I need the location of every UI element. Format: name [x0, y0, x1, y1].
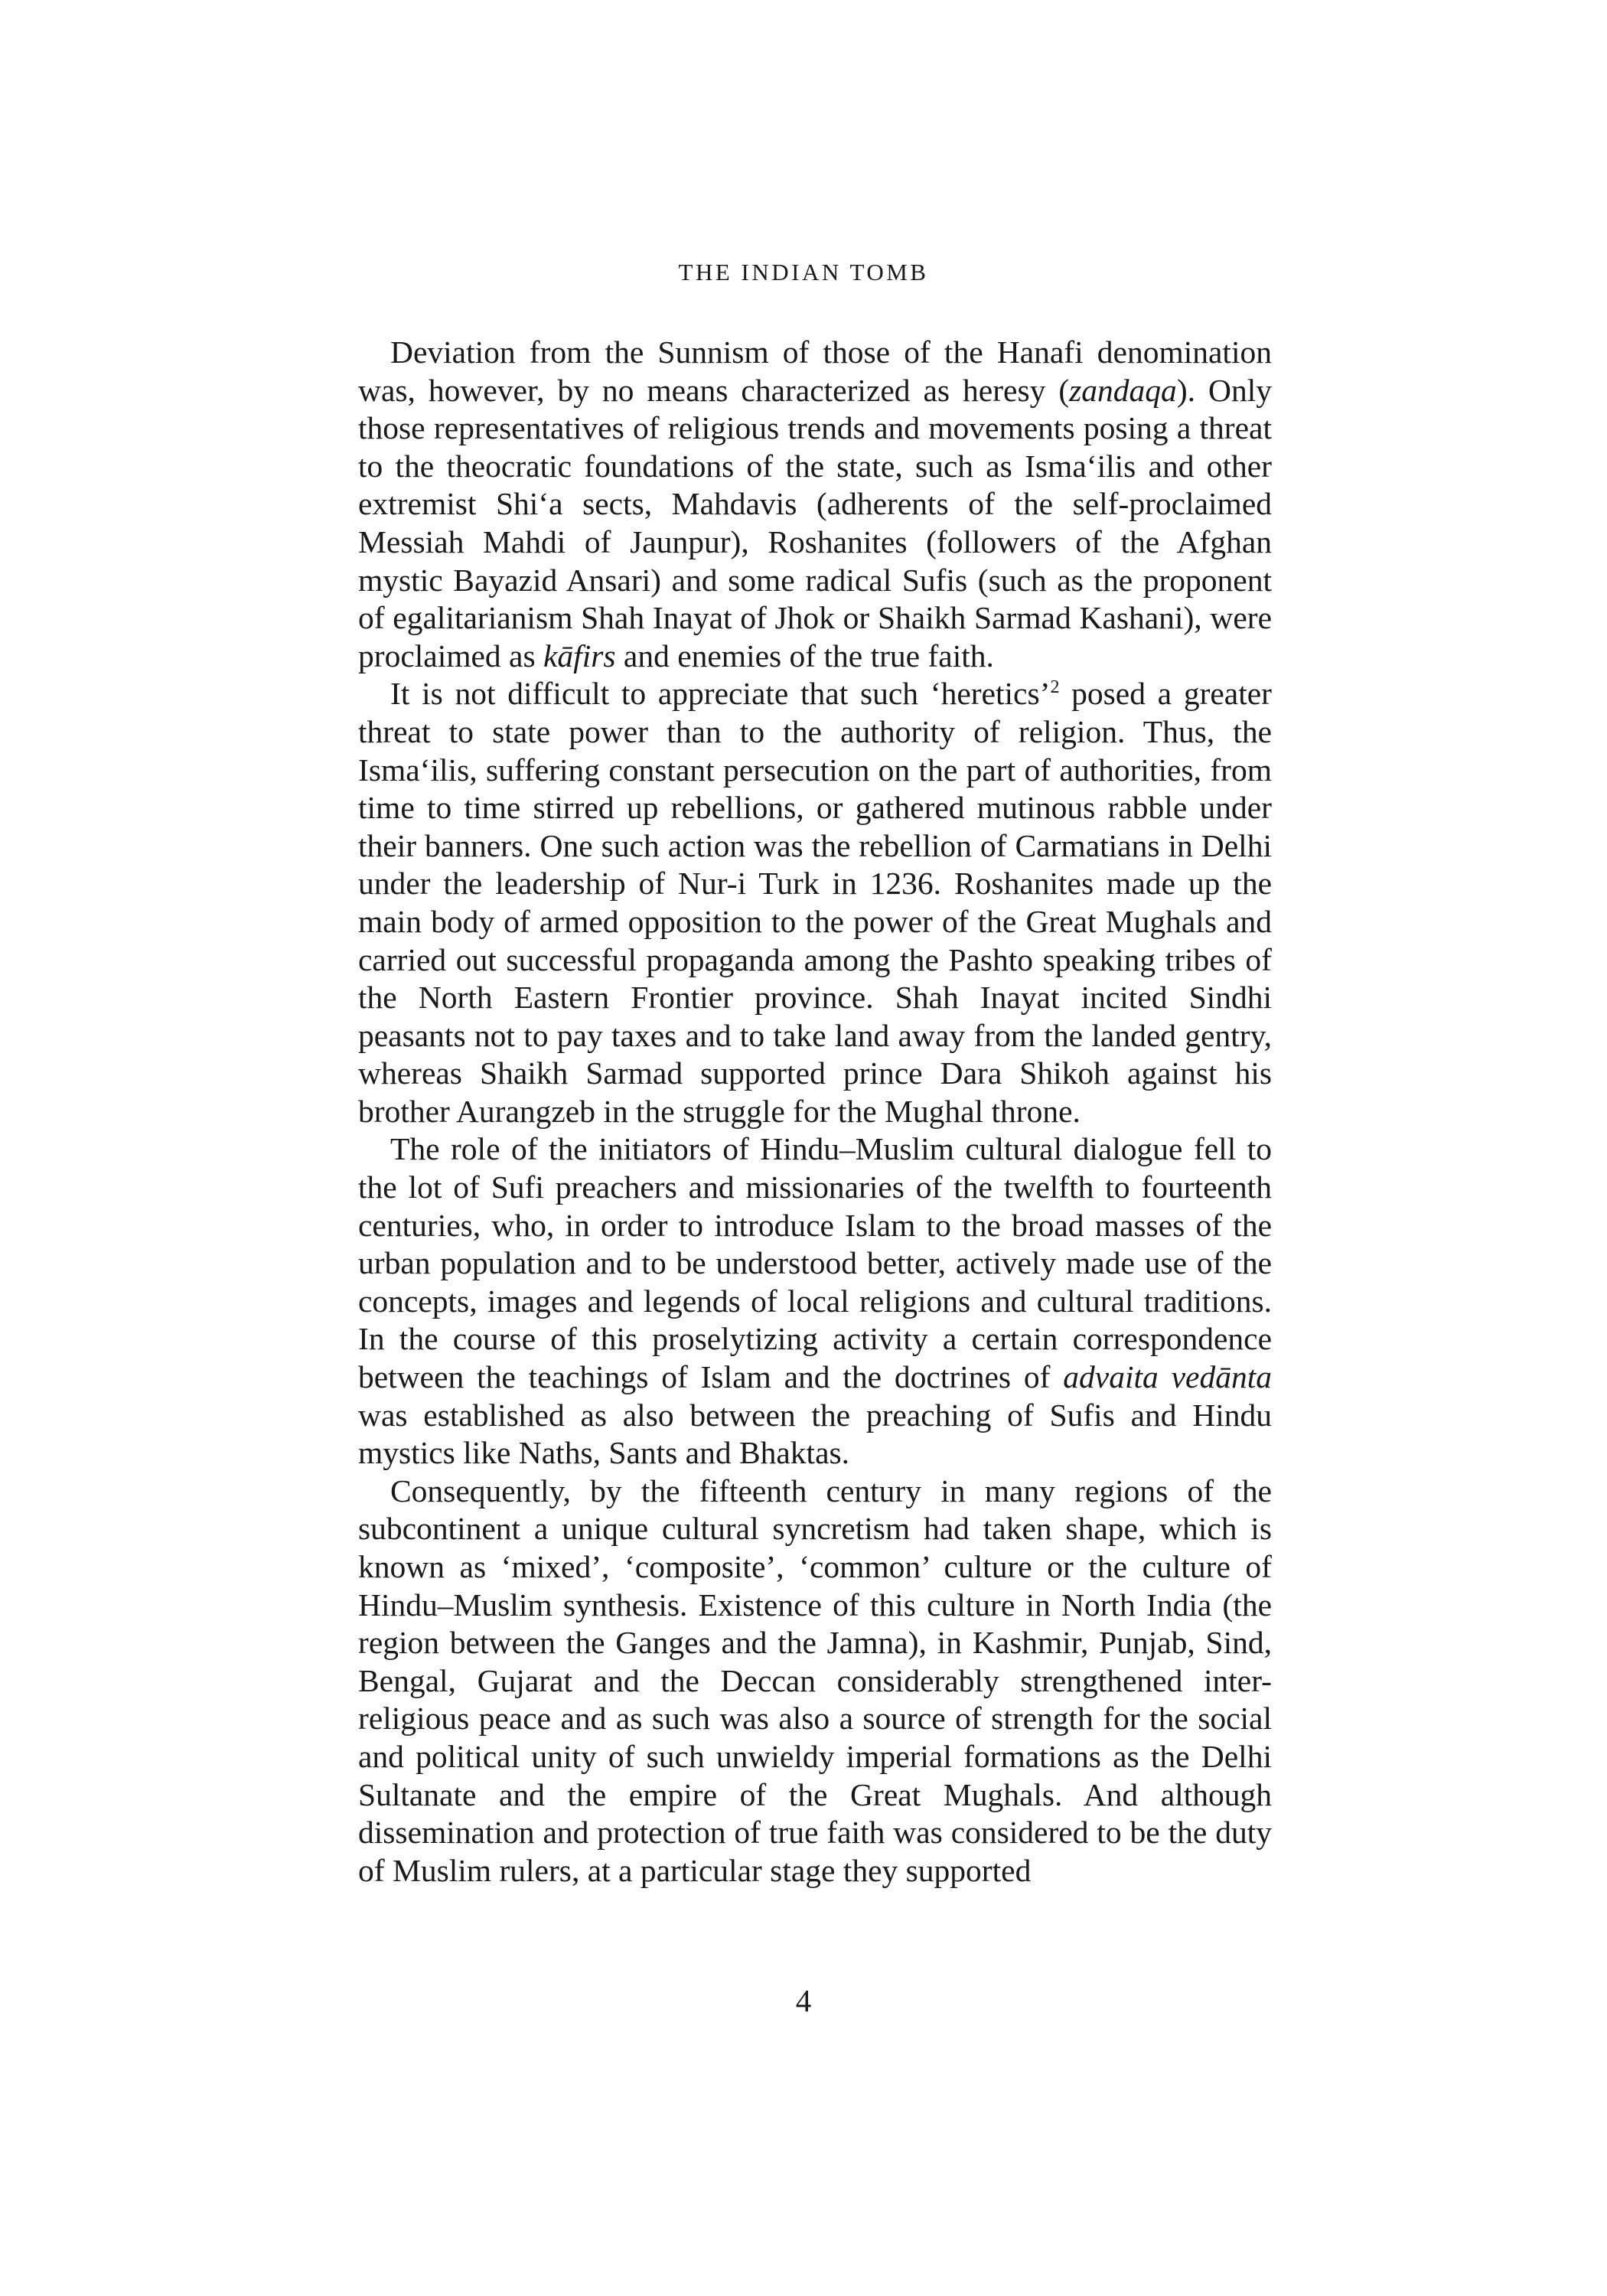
- paragraph-2-text-b: posed a greater threat to state power than to the authority of religion. Thus, the Isma‘ilis, suffering constant persecution on the part of authorities, from time to time stirred up rebellions, or gathered mutinous rabble under their banners. One such action was the rebellion of Carmatians in Delhi under the leadership of Nur-i Turk in 1236. Roshanites made up the main body of armed opposition to the power of the Great Mughals and carried out successful propaganda among the Pashto speaking tribes of the North Eastern Frontier province. Shah Inayat incited Sindhi peasants not to pay taxes and to take land away from the landed gentry, whereas Shaikh Sarmad supported prince Dara Shikoh against his brother Aurangzeb in the struggle for the Mughal throne.: [358, 676, 1272, 1129]
- paragraph-1: [358, 334, 1272, 675]
- italic-term-zandaqa: zandaqa: [1069, 372, 1177, 408]
- paragraph-1-text-b: ). Only those representatives of religious trends and movements posing a threat to the theocratic foundations of the state, such as Isma‘ilis and other extremist Shi‘a sects, Mahdavis (adherents of the self-proclaimed Messiah Mahdi of Jaunpur), Roshanites (followers of the Afghan mystic Bayazid Ansari) and some radical Sufis (such as the proponent of egalitarianism Shah Inayat of Jhok or Shaikh Sarmad Kashani), were proclaimed as: [358, 372, 1272, 673]
- paragraph-2-text-a: It is not difficult to appreciate that such ‘heretics’: [390, 676, 1051, 712]
- paragraph-3-text-b: was established as also between the preaching of Sufis and Hindu mystics like Naths, Sants and Bhaktas.: [358, 1397, 1272, 1471]
- page-number: 4: [795, 1983, 812, 2018]
- paragraph-1-text-c: and enemies of the true faith.: [615, 638, 994, 673]
- footnote-marker: 2: [1050, 677, 1060, 698]
- paragraph-3: [358, 1130, 1272, 1472]
- running-head: THE INDIAN TOMB: [678, 259, 929, 285]
- paragraph-3-text-a: The role of the initiators of Hindu–Muslim cultural dialogue fell to the lot of Sufi preachers and missionaries of the twelfth to fourteenth centuries, who, in order to introduce Islam to the broad masses of the urban population and to be understood better, actively made use of the concepts, images and legends of local religions and cultural traditions. In the course of this proselytizing activity a certain correspondence between the teachings of Islam and the doctrines of: [358, 1131, 1272, 1395]
- paragraph-1-text-a: Deviation from the Sunnism of those of the Hanafi denomination was, however, by no means characterized as heresy (: [358, 334, 1272, 408]
- paragraph-2: [358, 675, 1272, 1130]
- italic-term-advaita-vedanta: advaita vedānta: [1063, 1359, 1272, 1395]
- italic-term-kafirs: kāfirs: [543, 638, 616, 673]
- paragraph-4: Consequently, by the fifteenth century in many regions of the subcontinent a unique cultural syncretism had taken shape, which is known as ‘mixed’, ‘composite’, ‘common’ culture or the culture of Hindu–Muslim synthesis. Existence of this culture in North India (the region between the Ganges and the Jamna), in Kashmir, Punjab, Sind, Bengal, Gujarat and the Deccan considerably strengthened inter-religious peace and as such was also a source of strength for the social and political unity of such unwieldy imperial formations as the Delhi Sultanate and the empire of the Great Mughals. And although dissemination and protection of true faith was considered to be the duty of Muslim rulers, at a particular stage they supported: [358, 1473, 1272, 1888]
- body-text: [358, 334, 1272, 1890]
